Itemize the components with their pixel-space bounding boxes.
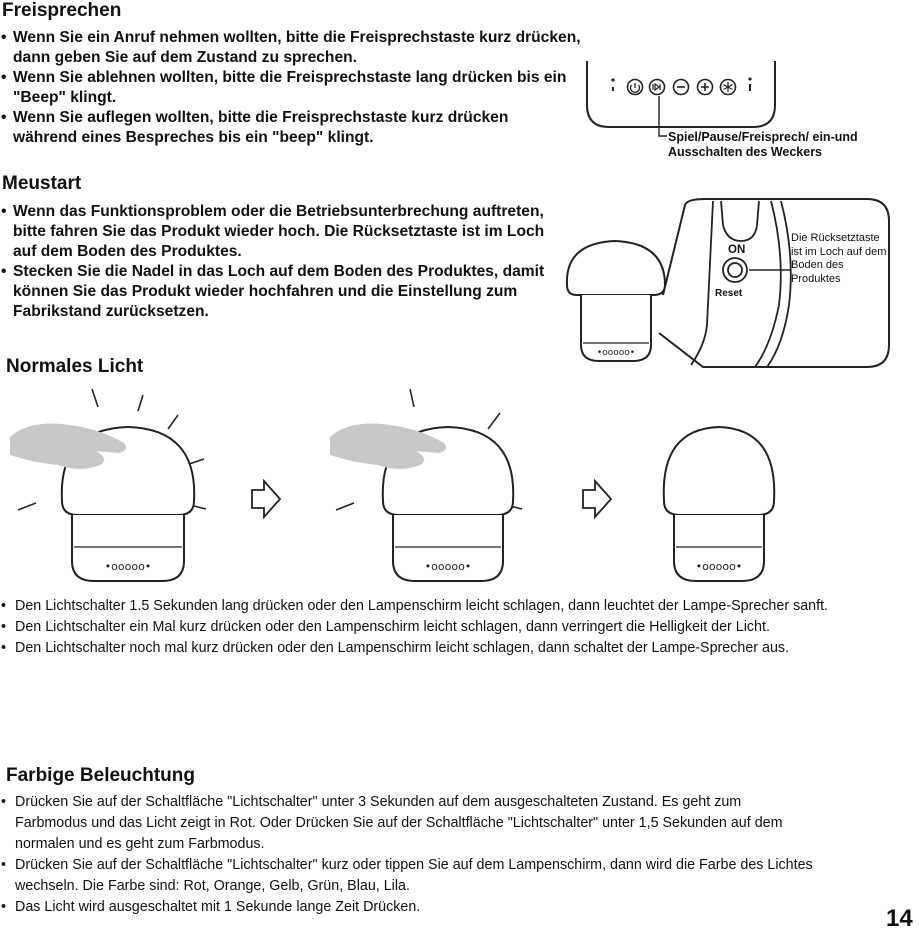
lamp-3: [664, 427, 775, 581]
list-item: • Den Lichtschalter 1.5 Sekunden lang drücken oder den Lampenschirm leicht schlagen, dann leuchtet der Lampe-Sprecher sanft.: [0, 596, 870, 617]
list-item: • Drücken Sie auf der Schaltfläche "Lichtschalter" kurz oder tippen Sie auf dem Lampenschirm, dann wird die Farbe des Lichtes wechseln. Die Farbe sind: Rot, Orange, Gelb, Grün, Blau, Lila.: [0, 855, 845, 897]
farbige-beleuchtung-list: [0, 792, 860, 918]
list-item: • Wenn Sie ein Anruf nehmen wollten, bitte die Freisprechstaste kurz drücken, dann geben Sie auf dem Zustand zu sprechen.: [0, 28, 582, 68]
heading-farbige-beleuchtung: Farbige Beleuchtung: [6, 765, 195, 786]
freisprechen-list: [0, 28, 582, 148]
arrow-icon: [252, 481, 280, 517]
reset-on-label: ON: [728, 244, 746, 256]
svg-text:•ooooo•: •ooooo•: [596, 348, 636, 358]
normales-licht-list: [0, 596, 870, 659]
list-item: • Den Lichtschalter ein Mal kurz drücken oder den Lampenschirm leicht schlagen, dann verringert die Helligkeit der Licht.: [0, 617, 855, 638]
arrow-icon: [583, 481, 611, 517]
reset-reset-label: Reset: [715, 288, 743, 299]
button-panel-caption: Spiel/Pause/Freisprech/ ein-und Ausschalten des Weckers: [668, 130, 858, 159]
list-item: • Wenn Sie auflegen wollten, bitte die Freisprechstaste kurz drücken während eines Bespreches bis ein "beep" klingt.: [0, 108, 553, 148]
list-item: • Wenn Sie ablehnen wollten, bitte die Freisprechstaste lang drücken bis ein "Beep" klingt.: [0, 68, 573, 108]
lamp-2: [330, 389, 522, 581]
list-item: • Den Lichtschalter noch mal kurz drücken oder den Lampenschirm leicht schlagen, dann schaltet der Lampe-Sprecher aus.: [0, 638, 865, 659]
heading-freisprechen: Freisprechen: [2, 0, 122, 21]
heading-meustart: Meustart: [2, 173, 82, 194]
list-item: • Wenn das Funktionsproblem oder die Betriebsunterbrechung auftreten, bitte fahren Sie das Produkt wieder hoch. Die Rücksetztaste ist im Loch auf dem Boden des Produktes.: [0, 202, 565, 262]
svg-text:•ooooo•: •ooooo•: [695, 560, 743, 573]
page-number: 14: [886, 905, 913, 932]
heading-normales-licht: Normales Licht: [6, 356, 144, 377]
list-item: • Drücken Sie auf der Schaltfläche "Lichtschalter" unter 3 Sekunden auf dem ausgeschalteten Zustand. Es geht zum Farbmodus und das Licht zeigt in Rot. Oder Drücken Sie auf der Schaltfläche "Lichtschalter" unter 1,5 Sekunden auf dem normalen und es geht zum Farbmodus.: [0, 792, 805, 855]
normal-light-sequence: [0, 385, 919, 585]
lamp-1: [10, 389, 206, 581]
reset-caption: Die Rücksetztaste ist im Loch auf dem Boden des Produktes: [791, 232, 887, 285]
meustart-list: [0, 202, 565, 322]
list-item: • Das Licht wird ausgeschaltet mit 1 Sekunde lange Zeit Drücken.: [0, 897, 860, 918]
svg-text:•ooooo•: •ooooo•: [104, 560, 152, 573]
svg-text:•ooooo•: •ooooo•: [424, 560, 472, 573]
list-item: • Stecken Sie die Nadel in das Loch auf dem Boden des Produktes, damit können Sie das Produkt wieder hochfahren und die Einstellung zum Fabrikstand zurücksetzen.: [0, 262, 568, 322]
